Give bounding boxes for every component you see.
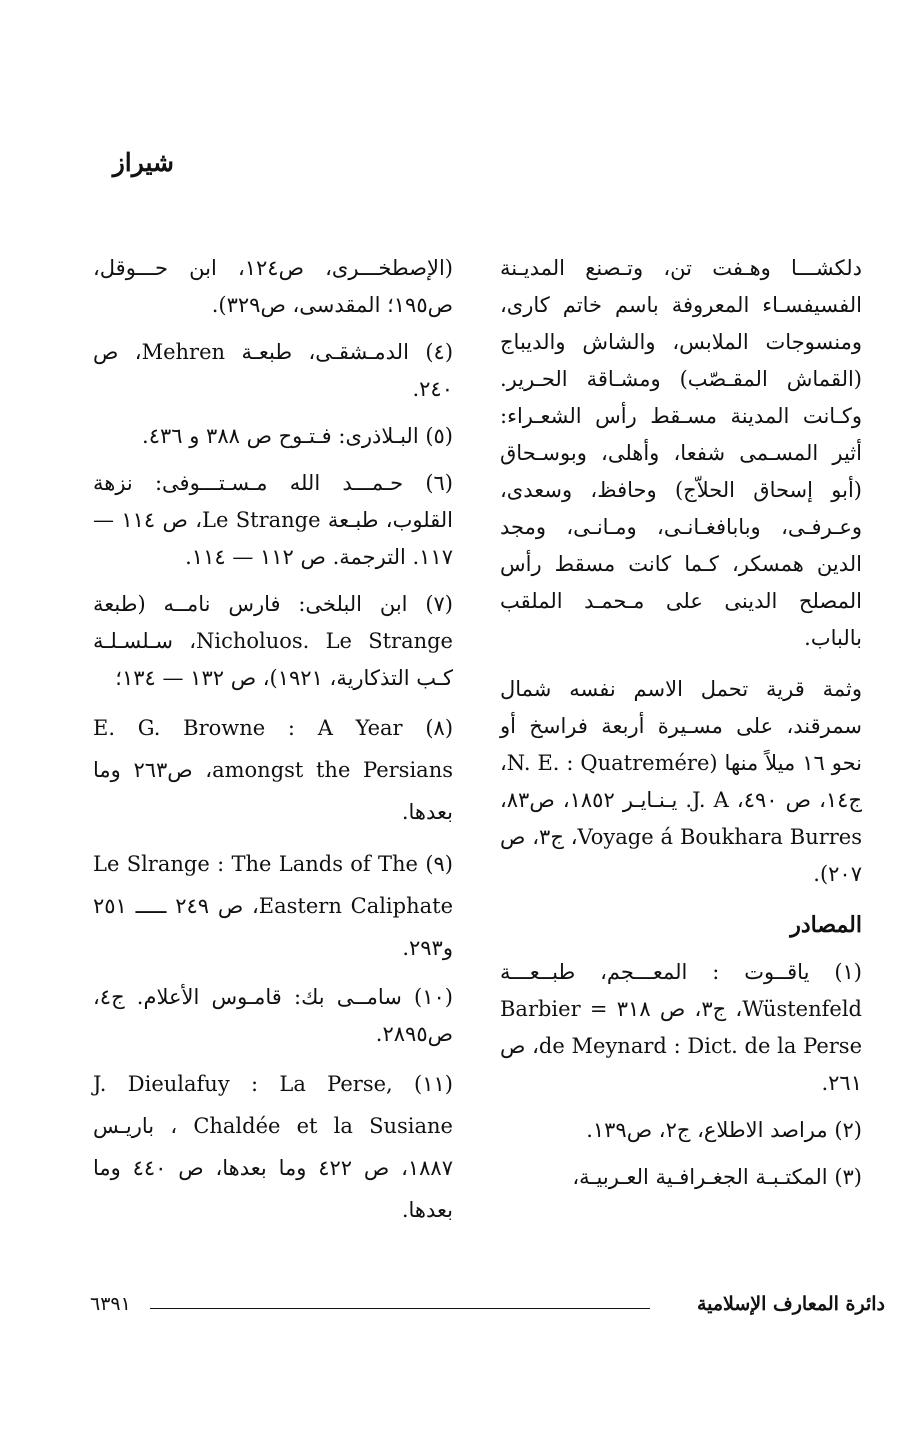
reference-item: (٧) ابن البلخى: فارس نامــه (طبعة Nicholuos. Le Strange، سـلسـلـة كـب التذكارية، ١٩٢١)، ص ١٣٢ — ١٣٤؛ [93,592,453,690]
page-number: ٦٣٩١ [90,1293,131,1315]
reference-item: (٦) حـمـــد الله مـسـتـــوفى: نزهة القلوب، طبـعة Le Strange، ص ١١٤ — ١١٧. الترجمة. ص ١١٢ — ١١٤. [93,471,453,569]
page-header-title: شيراز [112,148,174,177]
footer-title: دائرة المعارف الإسلامية [696,1293,885,1315]
reference-item: (١١) J. Dieulafuy : La Perse, Chaldée et la Susiane ، باريـس ١٨٨٧، ص ٤٢٢ وما بعدها، ص ٤٤٠ وما بعدها. [93,1072,453,1222]
left-column [93,250,453,1241]
source-item: (١) ياقــوت : المعـــجم، طبــعـــة Wüstenfeld، ج٣، ص ٣١٨ = Barbier de Meynard : Dict. de la Perse، ص ٢٦١. [500,960,862,1095]
right-column [500,250,862,1206]
reference-item: (٩) Le Slrange : The Lands of The Eastern Caliphate، ص ٢٤٩ ـــــ ٢٥١ و٢٩٣. [93,852,453,960]
reference-item: (٨) E. G. Browne : A Year amongst the Persians، ص٢٦٣ وما بعدها. [93,716,454,824]
source-item: (٢) مراصد الاطلاع، ج٢، ص١٣٩. [586,1118,862,1142]
reference-item: (الإصطخـــرى، ص١٢٤، ابن حـــوقل، ص١٩٥؛ المقدسى، ص٣٢٩). [93,256,453,317]
source-item: (٣) المكتـبـة الجغـرافـية العـربيـة، [572,1165,862,1189]
reference-item: (٥) البـلاذرى: فـتـوح ص ٣٨٨ و ٤٣٦. [142,424,453,448]
body-paragraph: دلكشـــا وهـفت تن، وتـصنع المديـنة الفسيفسـاء المعروفة باسم خاتم كارى، ومنسوجات الملابس، والشاش والديباج (القماش المقـصّب) ومشـاقة الحـرير. وكـانت المدينة مسـقط رأس الشعـراء: أثير المسـمى شفعا، وأهلى، وبوسـحاق (أبو إسحاق الحلاّج) وحافظ، وسعدى، وعـرفـى، وباباف‍غـانـى، ومـانـى، ومجد الدين همسكر، كـما كانت مسقط رأس المصلح الدينى على مـحمـد الملقب بالباب. [500,256,862,650]
sources-heading: المصادر [790,912,862,938]
reference-item: (١٠) سامــى بك: قامـوس الأعلام. ج٤، ص٢٨٩٥. [93,985,453,1046]
page-footer [90,1293,885,1323]
body-paragraph: وثمة قرية تحمل الاسم نفسه شمال سمرقند، على مسـيرة أربعة فراسخ أو نحو ١٦ ميلاً منها (N. E. : Quatremére، ج١٤، ص ٤٩٠، J. A. يـنـايـر ١٨٥٢، ص٨٣، Voyage á Boukhara Burres، ج٣، ص ٢٠٧). [500,677,863,886]
footer-rule [150,1308,650,1309]
reference-item: (٤) الدمـشقـى، طبعـة Mehren، ص ٢٤٠. [93,340,454,401]
